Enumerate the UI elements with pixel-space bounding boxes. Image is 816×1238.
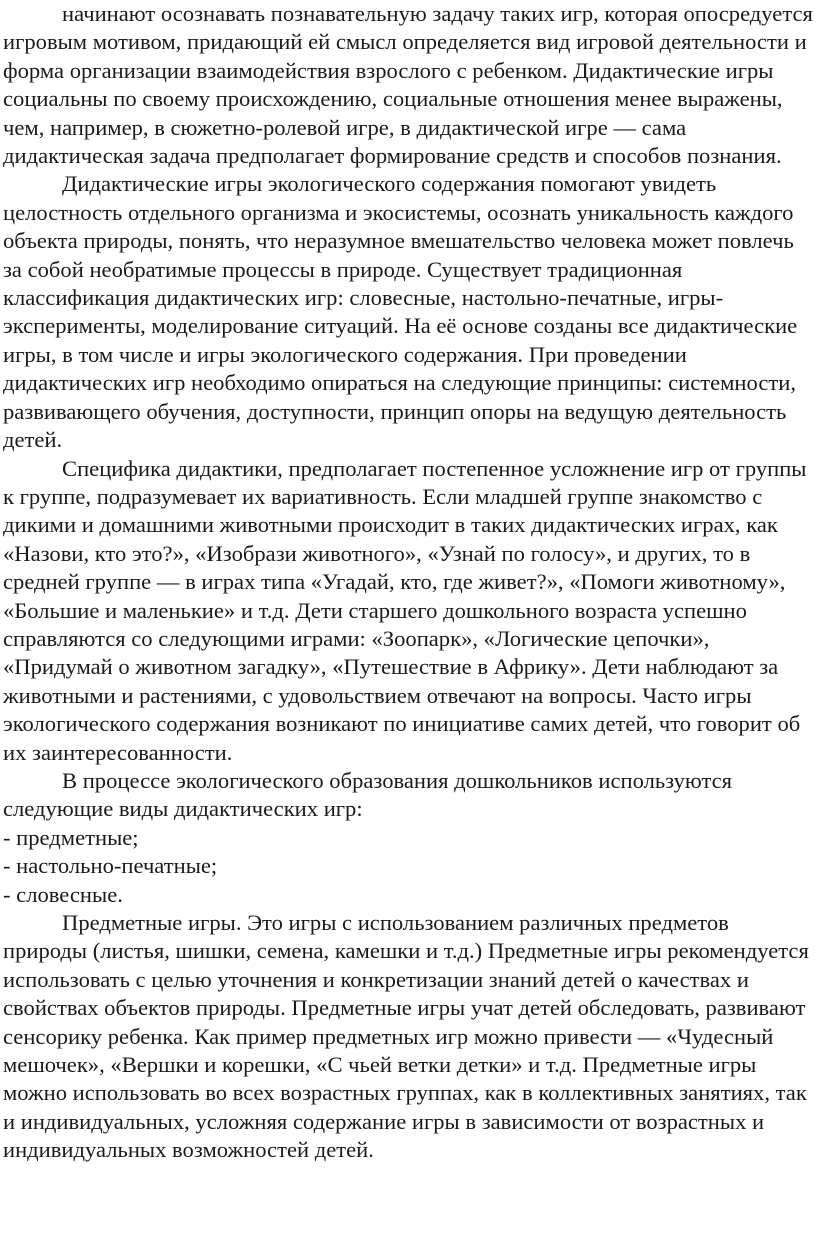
list-item: - словесные. [3, 881, 123, 907]
paragraph-continuation: начинают осознавать познавательную задачу таких игр, которая опосредуется игровым мотивом, придающий ей смысл определяется вид игровой деятельности и форма организации взаимодействия взрослого с ребенком. Дидактические игры социальны по своему происхождению, социальные отношения менее выражены, чем, например, в сюжетно-ролевой игре, в дидактической игре — сама дидактическая задача предполагает формирование средств и способов познания. [3, 1, 813, 169]
list-intro: В процессе экологического образования дошкольников используются следующие виды дидактических игр: [3, 767, 733, 822]
paragraph-didactics-specifics: Специфика дидактики, предполагает постепенное усложнение игр от группы к группе, подразумевает их вариативность. Если младшей группе знакомство с дикими и домашними животными происходит в таких дидактических играх, как «Назови, кто это?», «Изобрази животного», «Узнай по голосу», и других, то в средней группе — в играх типа «Угадай, кто, где живет?», «Помоги животному», «Большие и маленькие» и т.д. Дети старшего дошкольного возраста успешно справляются со следующими играми: «Зоопарк», «Логические цепочки», «Придумай о животном загадку», «Путешествие в Африку». Дети наблюдают за животными и растениями, с удовольствием отвечают на вопросы. Часто игры экологического содержания возникают по инициативе самих детей, что говорит об их заинтересованности. [3, 455, 807, 765]
game-types-list [3, 824, 816, 909]
list-item: - настольно-печатные; [3, 853, 218, 879]
paragraph-object-games: Предметные игры. Это игры с использованием различных предметов природы (листья, шишки, семена, камешки и т.д.) Предметные игры рекомендуется использовать с целью уточнения и конкретизации знаний детей о качествах и свойствах объектов природы. Предметные игры учат детей обследовать, развивают сенсорику ребенка. Как пример предметных игр можно привести — «Чудесный мешочек», «Вершки и корешки, «С чьей ветки детки» и т.д. Предметные игры можно использовать во всех возрастных группах, как в коллективных занятиях, так и индивидуальных, усложняя содержание игры в зависимости от возрастных и индивидуальных возможностей детей. [3, 910, 809, 1163]
list-item: - предметные; [3, 824, 139, 850]
paragraph-ecological-games: Дидактические игры экологического содержания помогают увидеть целостность отдельного организма и экосистемы, осознать уникальность каждого объекта природы, понять, что неразумное вмешательство человека может повлечь за собой необратимые процессы в природе. Существует традиционная классификация дидактических игр: словесные, настольно-печатные, игры-эксперименты, моделирование ситуаций. На её основе созданы все дидактические игры, в том числе и игры экологического содержания. При проведении дидактических игр необходимо опираться на следующие принципы: системности, развивающего обучения, доступности, принцип опоры на ведущую деятельность детей. [3, 171, 798, 453]
